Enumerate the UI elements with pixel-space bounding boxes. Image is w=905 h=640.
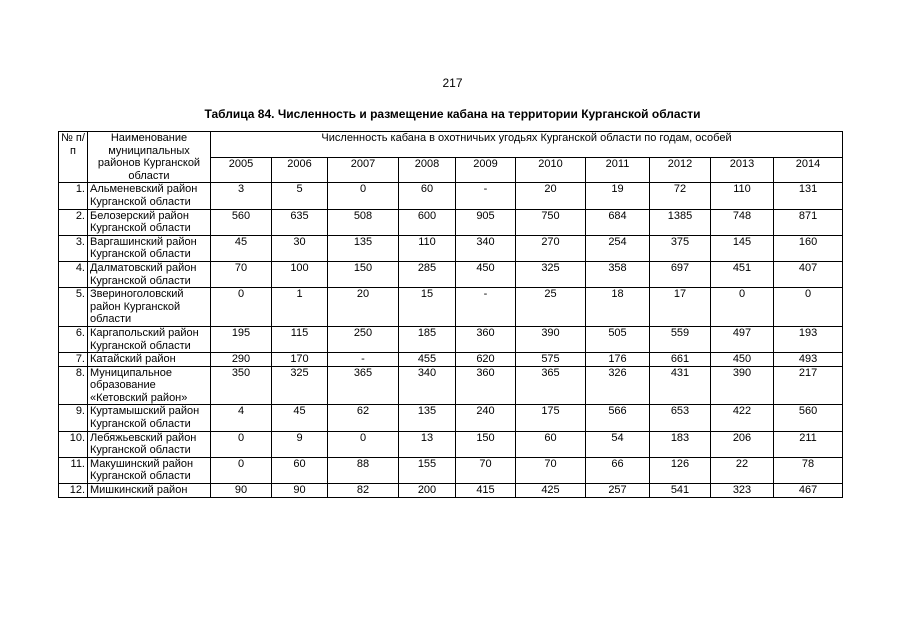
population-value: 45 [272, 405, 328, 431]
row-number: 9. [59, 405, 88, 431]
column-header-district: Наименование муниципальных районов Курганской области [88, 132, 211, 183]
population-value: 3 [211, 183, 272, 209]
population-value: 183 [650, 431, 711, 457]
population-value: 19 [586, 183, 650, 209]
population-value: 18 [586, 288, 650, 327]
population-value: 135 [328, 235, 399, 261]
table-row [59, 235, 843, 261]
column-header-year: 2014 [774, 157, 843, 183]
population-value: 90 [211, 484, 272, 498]
population-value: 217 [774, 366, 843, 405]
row-number: 6. [59, 326, 88, 352]
population-value: 145 [711, 235, 774, 261]
population-value: 0 [211, 288, 272, 327]
table-row [59, 183, 843, 209]
district-name: Варгашинский район Курганской области [88, 235, 211, 261]
column-header-year: 2010 [516, 157, 586, 183]
population-value: 185 [399, 326, 456, 352]
population-value: 365 [516, 366, 586, 405]
population-value: 54 [586, 431, 650, 457]
table-row [59, 366, 843, 405]
population-value: 176 [586, 353, 650, 367]
population-value: 407 [774, 261, 843, 287]
column-header-year: 2007 [328, 157, 399, 183]
population-value: 350 [211, 366, 272, 405]
table-row [59, 353, 843, 367]
population-value: 653 [650, 405, 711, 431]
population-value: 150 [456, 431, 516, 457]
population-value: 365 [328, 366, 399, 405]
population-value: 871 [774, 209, 843, 235]
boar-population-table [58, 131, 843, 498]
population-value: 390 [516, 326, 586, 352]
row-number: 8. [59, 366, 88, 405]
row-number: 2. [59, 209, 88, 235]
population-value: 748 [711, 209, 774, 235]
population-value: 4 [211, 405, 272, 431]
population-value: 62 [328, 405, 399, 431]
population-value: 155 [399, 457, 456, 483]
population-value: 131 [774, 183, 843, 209]
row-number: 7. [59, 353, 88, 367]
population-value: 340 [456, 235, 516, 261]
population-value: 1385 [650, 209, 711, 235]
population-value: 425 [516, 484, 586, 498]
population-value: 0 [211, 431, 272, 457]
population-value: 9 [272, 431, 328, 457]
district-name: Катайский район [88, 353, 211, 367]
population-value: 45 [211, 235, 272, 261]
population-value: 200 [399, 484, 456, 498]
population-value: 375 [650, 235, 711, 261]
population-value: 110 [399, 235, 456, 261]
district-name: Куртамышский район Курганской области [88, 405, 211, 431]
row-number: 5. [59, 288, 88, 327]
population-value: 17 [650, 288, 711, 327]
district-name: Белозерский район Курганской области [88, 209, 211, 235]
table-row [59, 288, 843, 327]
district-name: Мишкинский район [88, 484, 211, 498]
population-value: 360 [456, 326, 516, 352]
population-value: 70 [211, 261, 272, 287]
table-row [59, 457, 843, 483]
population-value: - [328, 353, 399, 367]
population-value: - [456, 288, 516, 327]
population-value: 0 [328, 183, 399, 209]
population-value: 110 [711, 183, 774, 209]
population-value: 195 [211, 326, 272, 352]
population-value: 905 [456, 209, 516, 235]
population-value: 450 [456, 261, 516, 287]
population-value: 0 [774, 288, 843, 327]
population-value: 60 [516, 431, 586, 457]
district-name: Каргапольский район Курганской области [88, 326, 211, 352]
population-value: 431 [650, 366, 711, 405]
population-value: 467 [774, 484, 843, 498]
population-value: 30 [272, 235, 328, 261]
population-value: 5 [272, 183, 328, 209]
population-value: 415 [456, 484, 516, 498]
header-row-group [59, 132, 843, 158]
population-value: 285 [399, 261, 456, 287]
population-value: 493 [774, 353, 843, 367]
population-value: 60 [399, 183, 456, 209]
table-row [59, 261, 843, 287]
population-value: 25 [516, 288, 586, 327]
population-value: 20 [516, 183, 586, 209]
district-name: Альменевский район Курганской области [88, 183, 211, 209]
column-header-year: 2012 [650, 157, 711, 183]
population-value: 88 [328, 457, 399, 483]
population-value: 150 [328, 261, 399, 287]
table-row [59, 484, 843, 498]
population-value: - [456, 183, 516, 209]
column-header-year: 2009 [456, 157, 516, 183]
population-value: 100 [272, 261, 328, 287]
population-value: 0 [328, 431, 399, 457]
population-value: 360 [456, 366, 516, 405]
population-value: 508 [328, 209, 399, 235]
table-row [59, 405, 843, 431]
column-header-year: 2008 [399, 157, 456, 183]
population-value: 541 [650, 484, 711, 498]
population-value: 451 [711, 261, 774, 287]
population-value: 254 [586, 235, 650, 261]
population-value: 450 [711, 353, 774, 367]
population-value: 575 [516, 353, 586, 367]
population-value: 620 [456, 353, 516, 367]
population-value: 684 [586, 209, 650, 235]
district-name: Муниципальное образование «Кетовский район» [88, 366, 211, 405]
column-header-number: № п/п [59, 132, 88, 183]
population-value: 455 [399, 353, 456, 367]
population-value: 257 [586, 484, 650, 498]
row-number: 11. [59, 457, 88, 483]
population-value: 170 [272, 353, 328, 367]
population-value: 661 [650, 353, 711, 367]
population-value: 497 [711, 326, 774, 352]
population-value: 1 [272, 288, 328, 327]
population-value: 290 [211, 353, 272, 367]
population-value: 20 [328, 288, 399, 327]
table-title: Таблица 84. Численность и размещение кабана на территории Курганской области [204, 107, 701, 121]
column-header-year: 2005 [211, 157, 272, 183]
population-value: 560 [774, 405, 843, 431]
population-value: 566 [586, 405, 650, 431]
population-value: 0 [211, 457, 272, 483]
population-value: 66 [586, 457, 650, 483]
population-value: 559 [650, 326, 711, 352]
population-value: 325 [272, 366, 328, 405]
population-value: 560 [211, 209, 272, 235]
population-value: 326 [586, 366, 650, 405]
population-value: 505 [586, 326, 650, 352]
population-value: 160 [774, 235, 843, 261]
population-value: 60 [272, 457, 328, 483]
row-number: 3. [59, 235, 88, 261]
population-value: 390 [711, 366, 774, 405]
column-header-year: 2006 [272, 157, 328, 183]
row-number: 1. [59, 183, 88, 209]
population-value: 90 [272, 484, 328, 498]
population-value: 635 [272, 209, 328, 235]
row-number: 10. [59, 431, 88, 457]
population-value: 250 [328, 326, 399, 352]
row-number: 4. [59, 261, 88, 287]
population-value: 15 [399, 288, 456, 327]
population-value: 70 [516, 457, 586, 483]
table-row [59, 209, 843, 235]
population-value: 323 [711, 484, 774, 498]
population-value: 358 [586, 261, 650, 287]
population-value: 78 [774, 457, 843, 483]
population-value: 750 [516, 209, 586, 235]
population-value: 135 [399, 405, 456, 431]
district-name: Лебяжьевский район Курганской области [88, 431, 211, 457]
population-value: 126 [650, 457, 711, 483]
population-value: 211 [774, 431, 843, 457]
district-name: Далматовский район Курганской области [88, 261, 211, 287]
population-value: 422 [711, 405, 774, 431]
population-value: 22 [711, 457, 774, 483]
population-value: 175 [516, 405, 586, 431]
district-name: Макушинский район Курганской области [88, 457, 211, 483]
population-value: 0 [711, 288, 774, 327]
population-value: 13 [399, 431, 456, 457]
population-value: 193 [774, 326, 843, 352]
population-value: 82 [328, 484, 399, 498]
population-value: 270 [516, 235, 586, 261]
population-value: 697 [650, 261, 711, 287]
table-body [59, 183, 843, 497]
population-value: 70 [456, 457, 516, 483]
population-value: 72 [650, 183, 711, 209]
column-header-population-group: Численность кабана в охотничьих угодьях Курганской области по годам, особей [211, 132, 843, 158]
district-name: Звериноголовский район Курганской области [88, 288, 211, 327]
population-value: 600 [399, 209, 456, 235]
page-number: 217 [442, 76, 463, 90]
table-row [59, 326, 843, 352]
population-value: 240 [456, 405, 516, 431]
table-row [59, 431, 843, 457]
population-value: 325 [516, 261, 586, 287]
column-header-year: 2011 [586, 157, 650, 183]
population-value: 206 [711, 431, 774, 457]
column-header-year: 2013 [711, 157, 774, 183]
row-number: 12. [59, 484, 88, 498]
population-value: 115 [272, 326, 328, 352]
population-value: 340 [399, 366, 456, 405]
